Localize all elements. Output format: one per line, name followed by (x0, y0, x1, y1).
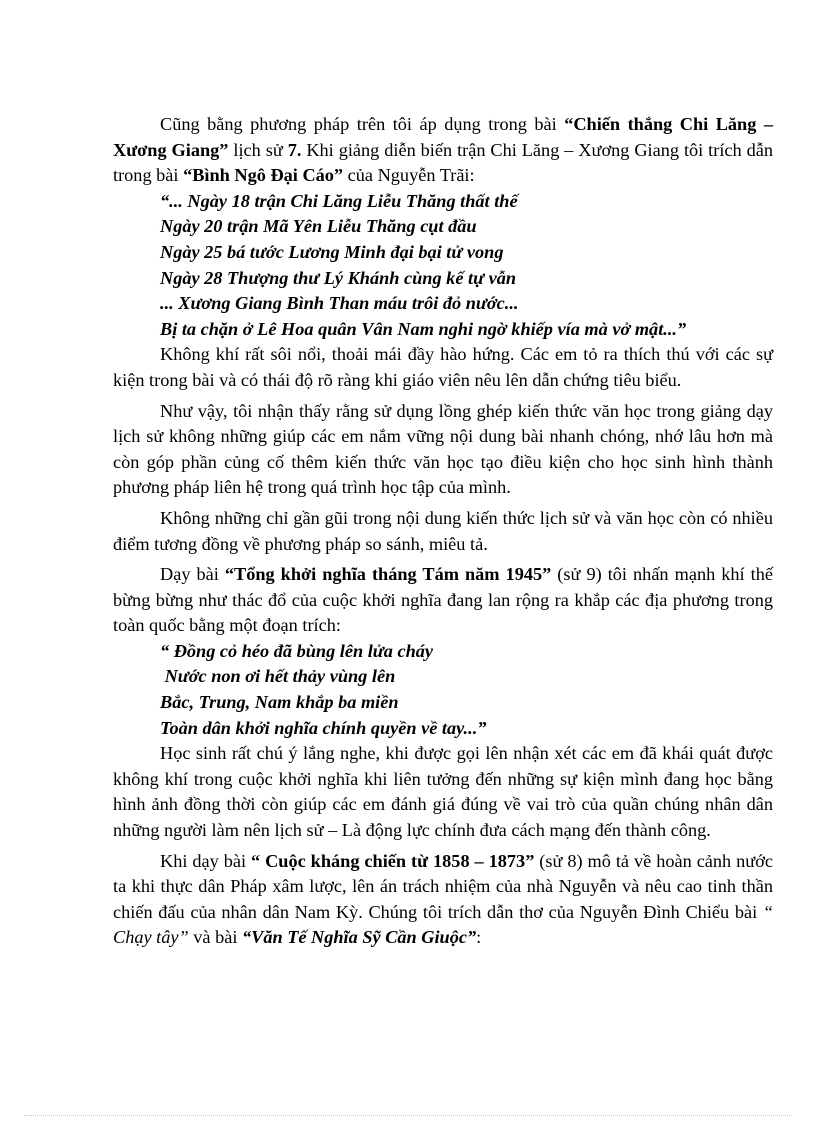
poem-line: Nước non ơi hết thảy vùng lên (160, 666, 396, 687)
paragraph-resistance-1858: Khi dạy bài “ Cuộc kháng chiến từ 1858 – 1873” (sử 8) mô tả về hoàn cảnh nước ta khi thực dân Pháp xâm lược, lên án trách nhiệm của nhà Nguyễn và nêu cao tinh thần chiến đấu của nhân dân Nam Kỳ. Chúng tôi trích dẫn thơ của Nguyễn Đình Chiểu bài “ Chạy tây” và bài “Văn Tế Nghĩa Sỹ Cần Giuộc”: (113, 850, 773, 948)
paragraph-students-response: Học sinh rất chú ý lắng nghe, khi được gọi lên nhận xét các em đã khái quát được không khí trong cuộc khởi nghĩa khi liên tưởng đến những sự kiện mình đang học bằng hình ảnh đồng thời còn giúp các em đánh giá đúng về vai trò của quần chúng nhân dân những người làm nên lịch sử – Là động lực chính đưa cách mạng đến thành công. (113, 743, 773, 841)
paragraph-similarity: Không những chỉ gần gũi trong nội dung kiến thức lịch sử và văn học còn có nhiều điểm tương đồng về phương pháp so sánh, miêu tả. (113, 507, 773, 554)
poem-line: Bị ta chặn ở Lê Hoa quân Vân Nam nghi ngờ khiếp vía mà vở mật...” (160, 318, 687, 339)
paragraph-chi-lang-intro: Cũng bằng phương pháp trên tôi áp dụng trong bài “Chiến thắng Chi Lăng – Xương Giang” lịch sử 7. Khi giảng diễn biến trận Chi Lăng – Xương Giang tôi trích dẫn trong bài “Bình Ngô Đại Cáo” của Nguyễn Trãi: (113, 114, 774, 186)
poem-line: Ngày 20 trận Mã Yên Liễu Thăng cụt đầu (160, 216, 477, 237)
poem-line: Toàn dân khởi nghĩa chính quyền về tay...” (160, 717, 487, 738)
poem-title-binh-ngo: “Bình Ngô Đại Cáo” (183, 165, 344, 186)
poem-title-chay-tay: “ Chạy tây” (113, 901, 773, 948)
poem-august-revolution (113, 639, 773, 741)
lesson-title-resistance: “ Cuộc kháng chiến từ 1858 – 1873” (251, 850, 535, 871)
poem-line: Ngày 25 bá tước Lương Minh đại bại tử vong (160, 241, 504, 262)
poem-line: ... Xương Giang Bình Than máu trôi đỏ nước... (160, 293, 519, 314)
document-page (113, 112, 773, 951)
poem-line: “... Ngày 18 trận Chi Lăng Liễu Thăng thất thế (160, 190, 518, 211)
paragraph-atmosphere: Không khí rất sôi nổi, thoải mái đầy hào hứng. Các em tỏ ra thích thú với các sự kiện trong bài và có thái độ rõ ràng khi giáo viên nêu lên dẫn chứng tiêu biểu. (113, 344, 773, 390)
poem-line: Bắc, Trung, Nam khắp ba miền (160, 692, 399, 713)
page-bottom-divider (24, 1115, 792, 1116)
lesson-title-august-revolution: “Tổng khởi nghĩa tháng Tám năm 1945” (224, 564, 552, 585)
paragraph-august-revolution: Dạy bài “Tổng khởi nghĩa tháng Tám năm 1945” (sử 9) tôi nhấn mạnh khí thế bừng bừng như thác đổ của cuộc khởi nghĩa đang lan rộng ra khắp các địa phương trong toàn quốc bằng một đoạn trích: (113, 564, 773, 636)
paragraph-conclusion: Như vậy, tôi nhận thấy rằng sử dụng lồng ghép kiến thức văn học trong giảng dạy lịch sử không những giúp các em nắm vững nội dung bài nhanh chóng, nhớ lâu hơn mà còn góp phần củng cố thêm kiến thức văn học tạo điều kiện cho học sinh hình thành phương pháp liên hệ trong quá trình học tập của mình. (113, 400, 773, 498)
poem-title-van-te: “Văn Tế Nghĩa Sỹ Cần Giuộc” (241, 927, 477, 948)
poem-line: “ Đồng cỏ héo đã bùng lên lửa cháy (160, 640, 433, 661)
poem-line: Ngày 28 Thượng thư Lý Khánh cùng kế tự vẫn (160, 267, 517, 288)
lesson-title-chi-lang: “Chiến thắng Chi Lăng – Xương Giang” (113, 114, 773, 160)
grade-number: 7. (287, 139, 302, 160)
poem-binh-ngo-dai-cao (113, 189, 773, 343)
